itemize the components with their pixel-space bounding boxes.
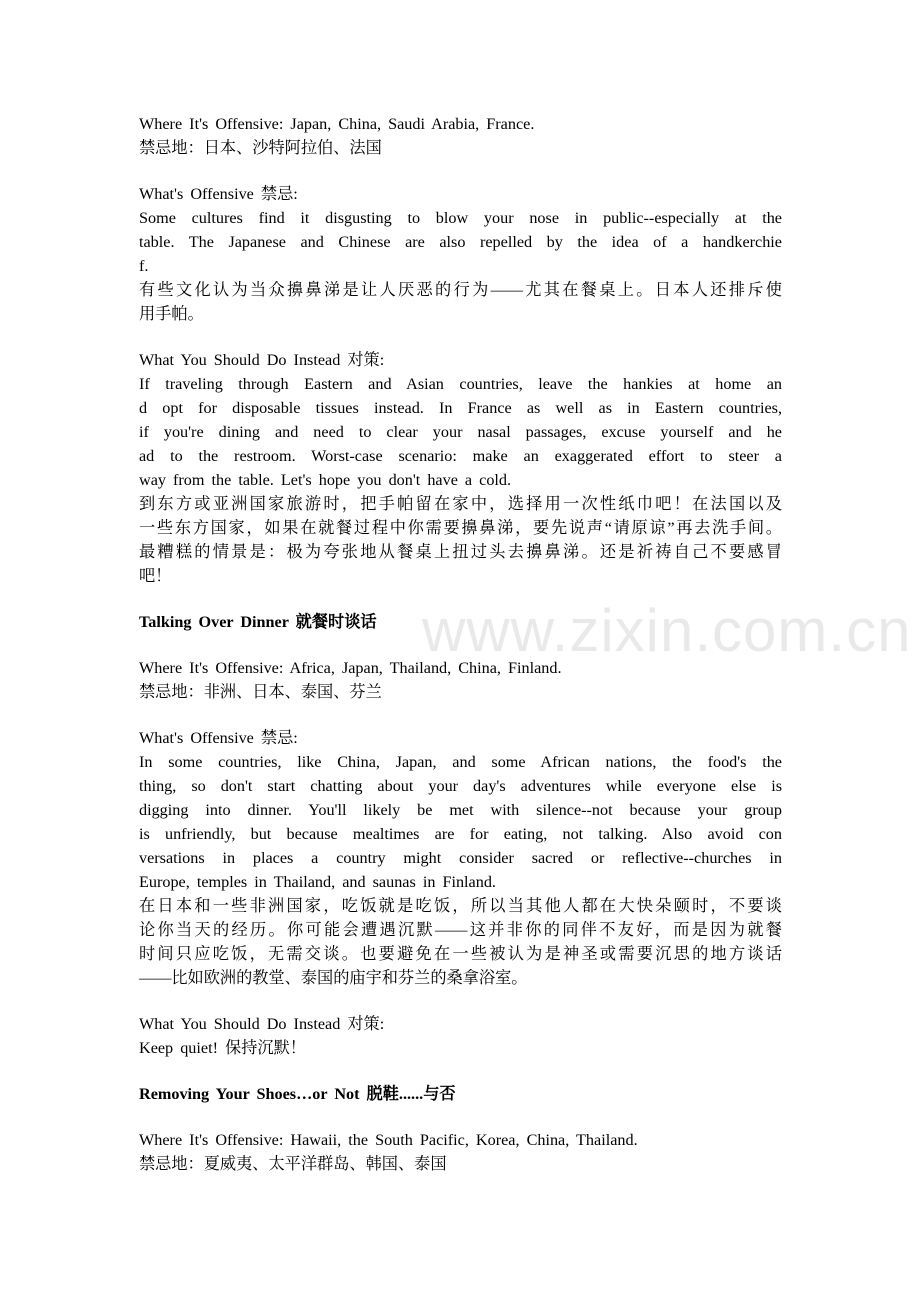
- nose-where-cn: 禁忌地：日本、沙特阿拉伯、法国: [139, 139, 382, 157]
- nose-instead-en-line-2: d opt for disposable tissues instead. In France as well as in Eastern countries,: [139, 399, 782, 417]
- nose-instead-cn-line-3: 最糟糕的情景是：极为夸张地从餐桌上扭过头去擤鼻涕。还是祈祷自己不要感冒: [139, 543, 782, 561]
- dinner-offensive-cn-line-4: ——比如欧洲的教堂、泰国的庙宇和芬兰的桑拿浴室。: [139, 969, 528, 987]
- nose-instead-en-line-3: if you're dining and need to clear your nasal passages, excuse yourself and he: [139, 423, 782, 441]
- dinner-offensive-cn-line-1: 在日本和一些非洲国家，吃饭就是吃饭，所以当其他人都在大快朵颐时，不要谈: [139, 897, 782, 915]
- nose-offensive-en-line-3: f.: [139, 257, 149, 275]
- nose-instead-en-line-5: way from the table. Let's hope you don't have a cold.: [139, 471, 512, 489]
- nose-instead-cn-line-1: 到东方或亚洲国家旅游时，把手帕留在家中，选择用一次性纸巾吧！在法国以及: [139, 495, 782, 513]
- spacer: [139, 1106, 782, 1128]
- nose-instead-cn-line-2: 一些东方国家，如果在就餐过程中你需要擤鼻涕，要先说声“请原谅”再去洗手间。: [139, 519, 782, 537]
- section-heading-dinner: Talking Over Dinner 就餐时谈话: [139, 613, 377, 631]
- dinner-offensive-en-line-4: is unfriendly, but because mealtimes are for eating, not talking. Also avoid con: [139, 825, 782, 843]
- dinner-offensive-cn-line-3: 时间只应吃饭，无需交谈。也要避免在一些被认为是神圣或需要沉思的地方谈话: [139, 945, 782, 963]
- dinner-offensive-en-line-3: digging into dinner. You'll likely be met with silence--not because your group: [139, 801, 782, 819]
- spacer: [139, 326, 782, 348]
- dinner-instead-label: What You Should Do Instead 对策:: [139, 1015, 385, 1033]
- spacer: [139, 990, 782, 1012]
- nose-instead-cn-line-4: 吧！: [139, 567, 172, 585]
- document-page: [139, 112, 782, 1176]
- shoes-where-en: Where It's Offensive: Hawaii, the South Pacific, Korea, China, Thailand.: [139, 1131, 638, 1149]
- dinner-offensive-en-line-2: thing, so don't start chatting about your day's adventures while everyone else is: [139, 777, 782, 795]
- nose-offensive-cn-line-2: 用手帕。: [139, 305, 204, 323]
- spacer: [139, 634, 782, 656]
- dinner-instead-text: Keep quiet! 保持沉默！: [139, 1039, 306, 1057]
- dinner-offensive-label: What's Offensive 禁忌:: [139, 729, 298, 747]
- dinner-where-en: Where It's Offensive: Africa, Japan, Thailand, China, Finland.: [139, 659, 562, 677]
- watermark: www.zixin.com.cn: [422, 597, 912, 664]
- nose-where-en: Where It's Offensive: Japan, China, Saudi Arabia, France.: [139, 115, 535, 133]
- nose-offensive-en-line-2: table. The Japanese and Chinese are also repelled by the idea of a handkerchie: [139, 233, 782, 251]
- dinner-offensive-en-line-5: versations in places a country might consider sacred or reflective--churches in: [139, 849, 782, 867]
- spacer: [139, 704, 782, 726]
- dinner-offensive-cn-line-2: 论你当天的经历。你可能会遭遇沉默——这并非你的同伴不友好，而是因为就餐: [139, 921, 782, 939]
- shoes-where-cn: 禁忌地：夏威夷、太平洋群岛、韩国、泰国: [139, 1155, 447, 1173]
- nose-offensive-cn-line-1: 有些文化认为当众擤鼻涕是让人厌恶的行为——尤其在餐桌上。日本人还排斥使: [139, 281, 782, 299]
- spacer: [139, 1060, 782, 1082]
- spacer: [139, 588, 782, 610]
- dinner-where-cn: 禁忌地：非洲、日本、泰国、芬兰: [139, 683, 382, 701]
- dinner-offensive-en-line-1: In some countries, like China, Japan, and some African nations, the food's the: [139, 753, 782, 771]
- dinner-offensive-en-line-6: Europe, temples in Thailand, and saunas in Finland.: [139, 873, 496, 891]
- nose-instead-en-line-4: ad to the restroom. Worst-case scenario: make an exaggerated effort to steer a: [139, 447, 782, 465]
- spacer: [139, 160, 782, 182]
- section-heading-shoes: Removing Your Shoes…or Not 脱鞋......与否: [139, 1085, 456, 1103]
- nose-offensive-label: What's Offensive 禁忌:: [139, 185, 298, 203]
- nose-offensive-en-line-1: Some cultures find it disgusting to blow your nose in public--especially at the: [139, 209, 782, 227]
- nose-instead-label: What You Should Do Instead 对策:: [139, 351, 385, 369]
- nose-instead-en-line-1: If traveling through Eastern and Asian countries, leave the hankies at home an: [139, 375, 782, 393]
